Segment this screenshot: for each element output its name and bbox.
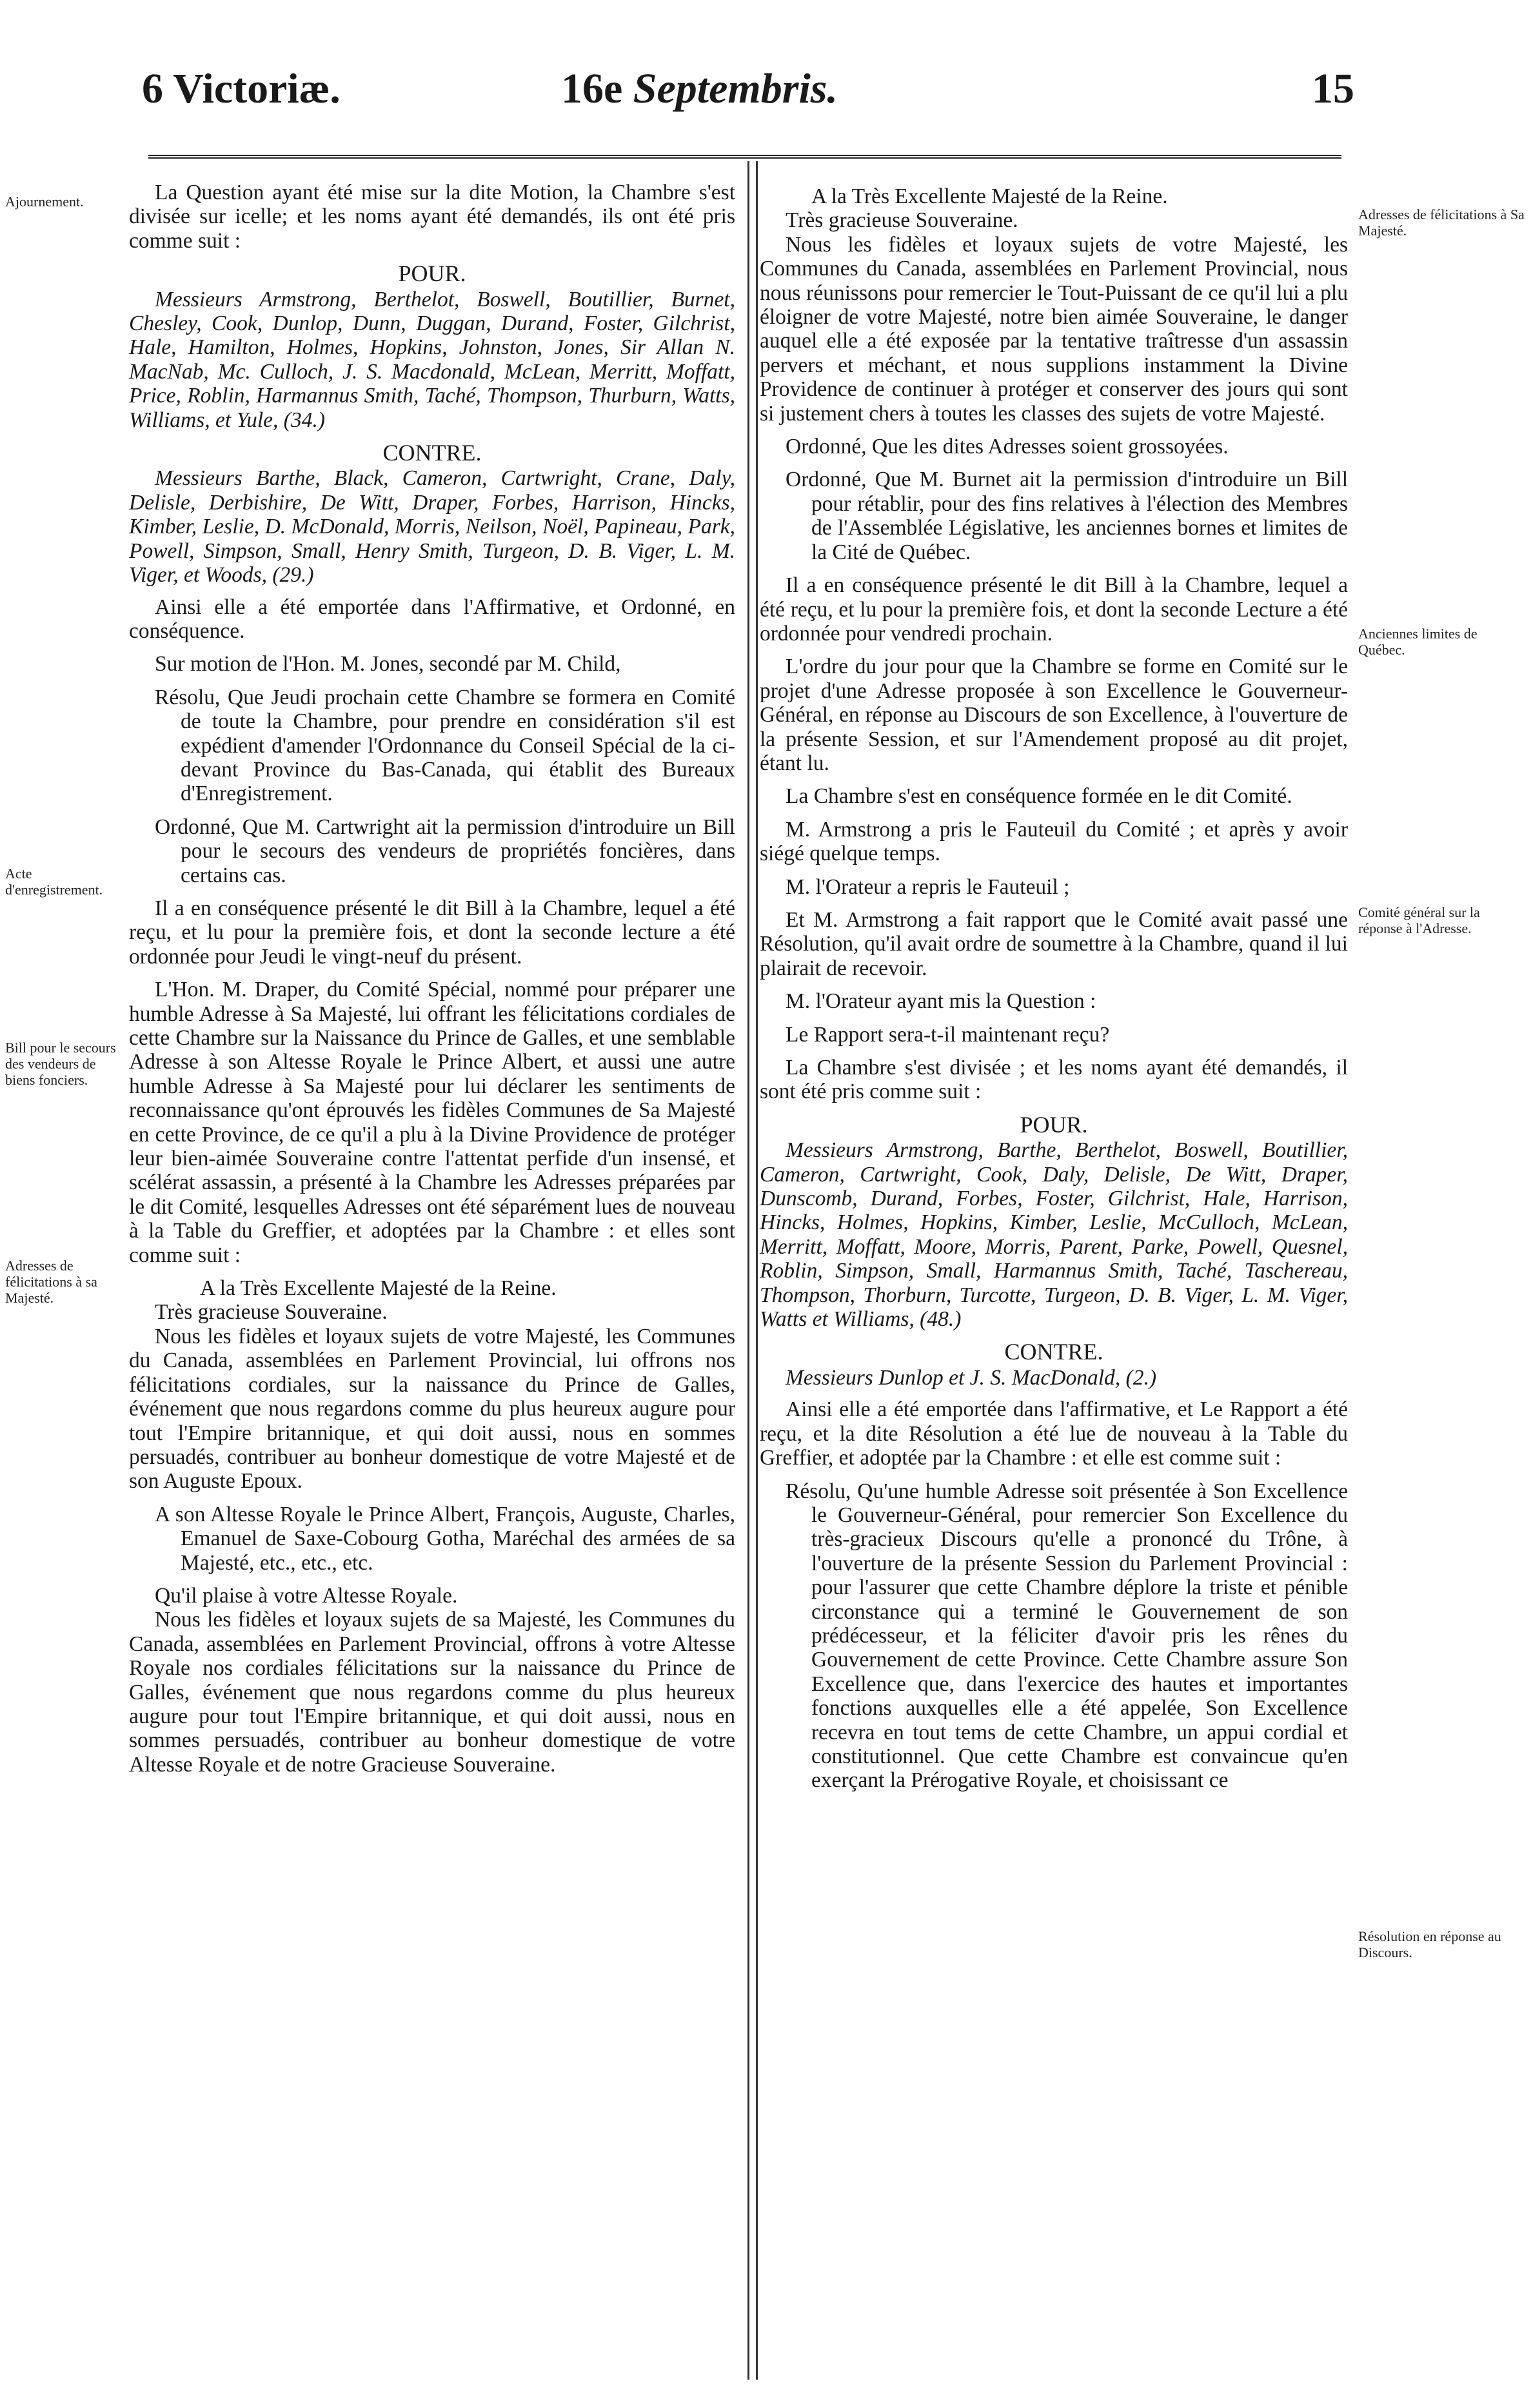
paragraph: Il a en conséquence présenté le dit Bill à la Chambre, lequel a été reçu, et lu pour la première fois, et dont la seconde Lecture a été ordonnée pour vendredi prochain.: [760, 573, 1348, 646]
margin-note: Anciennes limites de Québec.: [1358, 626, 1478, 658]
paragraph: Et M. Armstrong a fait rapport que le Comité avait passé une Résolution, qu'il avait ordre de soumettre à la Chambre, quand il lui plairait de recevoir.: [760, 907, 1348, 980]
order: Ordonné, Que M. Burnet ait la permission d'introduire un Bill pour rétablir, pour des fins relatives à l'élection des Membres de l'Assemblée Législative, les anciennes bornes et limites de la Cité de Québec.: [786, 468, 1348, 564]
paragraph: Ainsi elle a été emportée dans l'Affirmative, et Ordonné, en conséquence.: [129, 595, 735, 643]
margin-note: Résolution en réponse au Discours.: [1358, 1928, 1501, 1960]
paragraph: Le Rapport sera-t-il maintenant reçu?: [786, 1022, 1110, 1047]
paragraph: Sur motion de l'Hon. M. Jones, secondé par M. Child,: [155, 652, 621, 676]
address-heading: A la Très Excellente Majesté de la Reine.: [811, 184, 1168, 208]
vote-names-pour: Messieurs Armstrong, Barthe, Berthelot, Boswell, Boutillier, Cameron, Cartwright, Cook, Daly, Delisle, De Witt, Draper, Dunscomb, Durand, Forbes, Foster, Gilchrist, Hale, Harrison, Hincks, Holmes, Hopkins, Kimber, Leslie, McCulloch, McLean, Merritt, Moffatt, Moore, Morris, Parent, Parke, Powell, Quesnel, Roblin, Simpson, Small, Harmannus Smith, Taché, Taschereau, Thompson, Thorburn, Turcotte, Turgeon, D. B. Viger, L. M. Viger, Watts et Williams, (48.): [760, 1138, 1348, 1332]
left-column: [129, 181, 735, 1786]
paragraph: L'ordre du jour pour que la Chambre se forme en Comité sur le projet d'une Adresse proposée à son Excellence le Gouverneur-Général, en réponse au Discours de son Excellence, à l'ouverture de la présente Session, et sur l'Amendement proposé au dit projet, étant lu.: [760, 655, 1348, 775]
vote-names-pour: Messieurs Armstrong, Berthelot, Boswell, Boutillier, Burnet, Chesley, Cook, Dunlop, Dunn, Duggan, Durand, Foster, Gilchrist, Hale, Hamilton, Holmes, Hopkins, Johnston, Jones, Sir Allan N. MacNab, Mc. Culloch, J. S. Macdonald, McLean, Merritt, Moffatt, Price, Roblin, Harmannus Smith, Taché, Thompson, Thurburn, Watts, Williams, et Yule, (34.): [129, 287, 735, 432]
address-salutation: Très gracieuse Souveraine.: [786, 208, 1018, 233]
vote-heading-pour: POUR.: [398, 261, 466, 287]
margin-note: Ajournement.: [5, 193, 84, 210]
resolution: Résolu, Que Jeudi prochain cette Chambre se formera en Comité de toute la Chambre, pour prendre en considération s'il est expédient d'amender l'Ordonnance du Conseil Spécial de la ci-devant Province du Bas-Canada, qui établit des Bureaux d'Enregistrement.: [155, 685, 735, 806]
vote-names-contre: Messieurs Dunlop et J. S. MacDonald, (2.): [786, 1365, 1156, 1390]
address-heading: A la Très Excellente Majesté de la Reine.: [200, 1276, 557, 1301]
resolution: Résolu, Qu'une humble Adresse soit présentée à Son Excellence le Gouverneur-Général, pour remercier Son Excellence du très-gracieux Discours qu'elle a prononcé du Trône, à l'ouverture de la présente Session du Parlement Provincial : pour l'assurer que cette Chambre déplore la triste et pénible circonstance qui a terminé le Gouvernement de son prédécesseur, et la féliciter d'avoir pris les rênes du Gouvernement de cette Province. Cette Chambre assure Son Excellence que, dans l'exercice des hautes et importantes fonctions auxquelles elle a été appelée, Son Excellence recevra en tout tems de cette Chambre, un appui cordial et constitutionnel. Que cette Chambre est convaincue qu'en exerçant la Prérogative Royale, et choisissant ce: [786, 1479, 1348, 1793]
paragraph: La Chambre s'est en conséquence formée en le dit Comité.: [786, 784, 1292, 809]
paragraph: La Chambre s'est divisée ; et les noms ayant été demandés, il sont été pris comme suit :: [760, 1056, 1348, 1104]
paragraph: Nous les fidèles et loyaux sujets de votre Majesté, les Communes du Canada, assemblées en Parlement Provincial, nous nous réunissons pour remercier le Tout-Puissant de ce qu'il lui a plu éloigner de votre Majesté, notre bien aimée Souveraine, le danger auquel elle a été exposée par la tentative traîtresse d'un assassin pervers et méchant, et nous supplions instamment la Divine Providence de continuer à protéger et conserver des jours qui sont si justement chers à toutes les classes des sujets de votre Majesté.: [760, 232, 1348, 426]
margin-note: Acte d'enregistrement.: [5, 865, 103, 898]
vote-heading-pour: POUR.: [1020, 1111, 1088, 1138]
paragraph: Nous les fidèles et loyaux sujets de votre Majesté, les Communes du Canada, assemblées en Parlement Provincial, lui offrons nos félicitations cordiales, sur la naissance du Prince de Galles, événement que nous regardons comme du plus heureux augure pour tout l'Empire britannique, et qui doit aussi, nous en sommes persuadés, contribuer au bonheur domestique de votre Majesté et de son Auguste Epoux.: [129, 1324, 735, 1494]
address-heading: A son Altesse Royale le Prince Albert, François, Auguste, Charles, Emanuel de Saxe-Cobourg Gotha, Maréchal des armées de sa Majesté, etc., etc., etc.: [155, 1502, 735, 1575]
page-number: 15: [1312, 65, 1354, 112]
vote-heading-contre: CONTRE.: [1004, 1339, 1103, 1365]
vote-names-contre: Messieurs Barthe, Black, Cameron, Cartwright, Crane, Daly, Delisle, Derbishire, De Witt, Draper, Forbes, Harrison, Hincks, Kimber, Leslie, D. McDonald, Morris, Neilson, Noël, Papineau, Park, Powell, Simpson, Small, Henry Smith, Turgeon, D. B. Viger, L. M. Viger, et Woods, (29.): [129, 466, 735, 587]
day: 16e: [561, 65, 623, 112]
page-header: [142, 64, 1354, 142]
order: Ordonné, Que M. Cartwright ait la permission d'introduire un Bill pour le secours des vendeurs de propriétés foncières, dans certains cas.: [155, 814, 735, 887]
paragraph: M. l'Orateur ayant mis la Question :: [786, 989, 1096, 1014]
column-divider: [747, 161, 758, 2380]
paragraph: L'Hon. M. Draper, du Comité Spécial, nommé pour préparer une humble Adresse à Sa Majesté, lui offrant les félicitations cordiales de cette Chambre sur la Naissance du Prince de Galles, et une semblable Adresse à son Altesse Royale le Prince Albert, et aussi une autre humble Adresse à Sa Majesté pour lui déclarer les sentiments de reconnaissance qu'ont éprouvés les fidèles Communes de Sa Majesté en cette Province, de ce qu'il a plu à la Divine Providence de protéger leur bien-aimée Souveraine contre l'attentat perfide d'un insensé, et scélérat assassin, a présenté à la Chambre les Adresses préparées par le dit Comité, lesquelles Adresses ont été séparément lues de nouveau à la Table du Greffier, et adoptées par la Chambre : et elles sont comme suit :: [129, 978, 735, 1267]
address-salutation: Très gracieuse Souveraine.: [155, 1300, 388, 1325]
right-column: [760, 181, 1348, 1802]
paragraph: Ainsi elle a été emportée dans l'affirmative, et Le Rapport a été reçu, et la dite Résolution a été lue de nouveau à la Table du Greffier, et adoptée par la Chambre : et elle est comme suit :: [760, 1397, 1348, 1470]
order: Ordonné, Que les dites Adresses soient grossoyées.: [786, 435, 1229, 459]
paragraph: Il a en conséquence présenté le dit Bill à la Chambre, lequel a été reçu, et lu pour la première fois, et dont la seconde lecture a été ordonnée pour Jeudi le vingt-neuf du présent.: [129, 896, 735, 969]
header-rule: [148, 155, 1341, 159]
date-heading: [561, 64, 838, 113]
margin-note: Adresses de félicitations à sa Majesté.: [5, 1258, 97, 1306]
vote-heading-contre: CONTRE.: [382, 440, 482, 466]
paragraph: M. Armstrong a pris le Fauteuil du Comité ; et après y avoir siégé quelque temps.: [760, 817, 1348, 866]
paragraph: M. l'Orateur a repris le Fauteuil ;: [786, 874, 1070, 899]
margin-note: Comité général sur la réponse à l'Adresse.: [1358, 904, 1480, 936]
margin-note: Adresses de félicitations à Sa Majesté.: [1358, 206, 1525, 239]
regnal-year: 6 Victoriæ.: [142, 65, 341, 112]
paragraph: La Question ayant été mise sur la dite Motion, la Chambre s'est divisée sur icelle; et les noms ayant été demandés, ils ont été pris comme suit :: [129, 181, 735, 253]
paragraph: Nous les fidèles et loyaux sujets de sa Majesté, les Communes du Canada, assemblées en Parlement Provincial, offrons à votre Altesse Royale nos cordiales félicitations sur la naissance du Prince de Galles, événement que nous regardons comme du plus heureux augure pour tout l'Empire britannique, et qui doit aussi, nous en sommes persuadés, contribuer au bonheur domestique de votre Altesse Royale et de notre Gracieuse Souveraine.: [129, 1608, 735, 1777]
margin-note: Bill pour le secours des vendeurs de biens fonciers.: [5, 1040, 116, 1088]
address-salutation: Qu'il plaise à votre Altesse Royale.: [155, 1583, 458, 1608]
month: Septembris.: [633, 65, 838, 112]
